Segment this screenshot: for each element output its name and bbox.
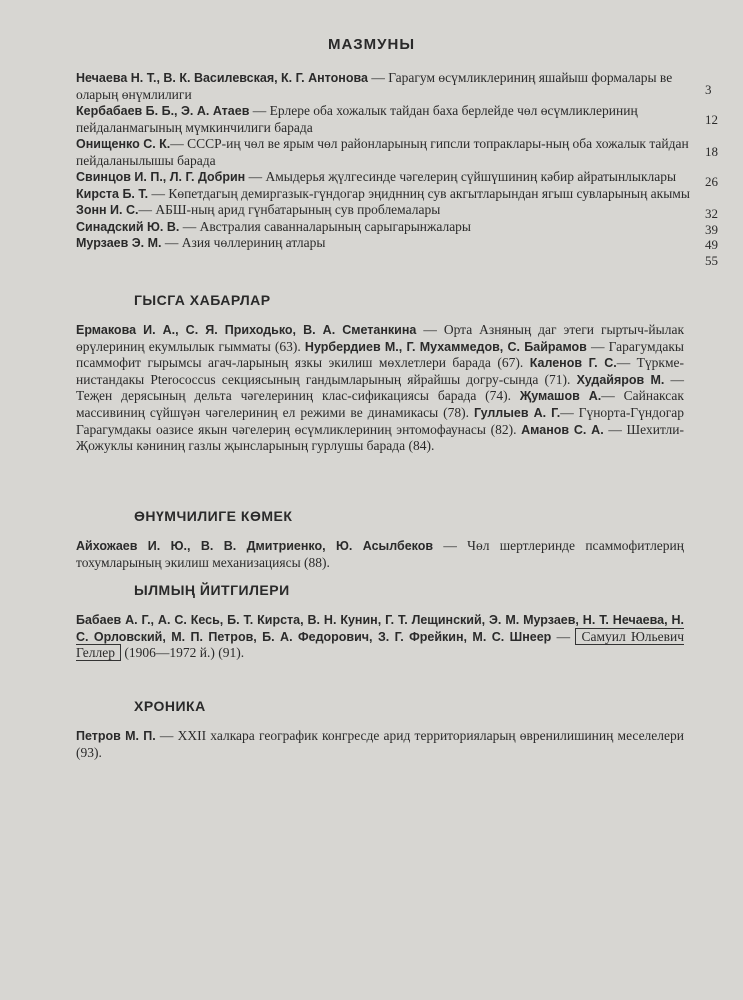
toc-entry: Мурзаев Э. М. — Азия чөллериниң атлары bbox=[76, 235, 326, 250]
page-number: 32 bbox=[705, 206, 718, 221]
chronicle-paragraph: Петров М. П. — XXII халкара географик конгресде арид территорияларың өвренилишиниң меселелери (93). bbox=[76, 728, 684, 760]
page-number: 12 bbox=[705, 112, 718, 127]
boxed-name: Самуил Юльевич Геллер bbox=[76, 628, 684, 661]
page-number: 3 bbox=[705, 82, 712, 97]
toc-entry: Зонн И. С.— АБШ-ның арид гүнбатарының сув проблемалары bbox=[76, 202, 441, 217]
page-number: 26 bbox=[705, 174, 718, 189]
toc-entry: Свинцов И. П., Л. Г. Добрин — Амыдерья җүлгесинде чәгелериң сүйшүшиниң кәбир айратынлыклары bbox=[76, 169, 677, 184]
news-paragraph: Ермакова И. А., С. Я. Приходько, В. А. Сметанкина — Орта Азняның даг этеги гыртыч-йылак өрүлериниң екумлылык гымматы (63). Нурбердиев М., Г. Мухаммедов, С. Байрамов — Гарагумдакы псаммофит гырымсы агач-ларының язкы экилиш мөхлетлери барада (67). Каленов Г. С.— Түркме-нистандакы Pterococcus секциясының гандымларының яйрайшы догру-сында (71). Худайяров М. — Теҗен дерясының дельта чәгелериниң клас-сификациясы барада (74). Җумашов А.— Сайнаксак массивиниң сүйшүән чәгелериниң ел режими ве динамикасы (78). Гуллыев А. Г.— Гүнорта-Гүндогар Гарагумдакы оазисе якын чәгелериң өсүмликлериниң энтомофаунасы (82). Аманов С. А. — Шехитли-Җожуклы кәниниң газлы җынсларының гурлушы барада (84). bbox=[76, 322, 685, 454]
help-paragraph: Айхожаев И. Ю., В. В. Дмитриенко, Ю. Асылбеков — Чөл шертлеринде псаммофитлериң тохумларының экилиш механизациясы (88). bbox=[76, 538, 684, 570]
section-heading-news: ГЫСГА ХАБАРЛАР bbox=[134, 292, 271, 308]
page-title: МАЗМУНЫ bbox=[327, 36, 416, 53]
page-number: 18 bbox=[705, 144, 718, 159]
section-heading-help: ӨНҮМЧИЛИГЕ КӨМЕК bbox=[134, 508, 293, 524]
table-of-contents bbox=[76, 70, 696, 252]
toc-entry: Кирста Б. Т. — Көпетдагың демиргазык-гүндогар эңиднниң сув акгытларындан ягыш сувларының акымы bbox=[76, 185, 690, 201]
section-heading-science: ЫЛМЫҢ ЙИТГИЛЕРИ bbox=[134, 582, 290, 598]
toc-entry: Онищенко С. К.— СССР-иң чөл ве ярым чөл районларының гипсли топраклары-ның оба хожалык тайдан пейдаланылышы барада bbox=[76, 136, 689, 168]
toc-entry: Кербабаев Б. Б., Э. А. Атаев — Ерлере оба хожалык тайдан баха берлейде чөл өсүмликлериниң пейдаланмагының мүмкинчилиги барада bbox=[76, 103, 638, 135]
section-heading-chronicle: ХРОНИКА bbox=[134, 698, 206, 714]
page-number: 49 bbox=[705, 237, 718, 252]
toc-entry: Синадский Ю. В. — Австралия саванналарының сарыгарынжалары bbox=[76, 218, 472, 234]
toc-entry: Нечаева Н. Т., В. К. Василевская, К. Г. Антонова — Гарагум өсүмликлериниң яшайыш формалары ве оларың өнүмлилиги bbox=[76, 70, 673, 102]
page-number: 55 bbox=[705, 253, 718, 268]
page-number: 39 bbox=[705, 222, 718, 237]
science-paragraph: Бабаев А. Г., А. С. Кесь, Б. Т. Кирста, В. Н. Кунин, Г. Т. Лещинский, Э. М. Мурзаев, Н. Т. Нечаева, Н. С. Орловский, М. П. Петров, Б. А. Федорович, З. Г. Фрейкин, М. С. Шнеер — Самуил Юльевич Геллер (1906—1972 й.) (91). bbox=[76, 613, 684, 661]
